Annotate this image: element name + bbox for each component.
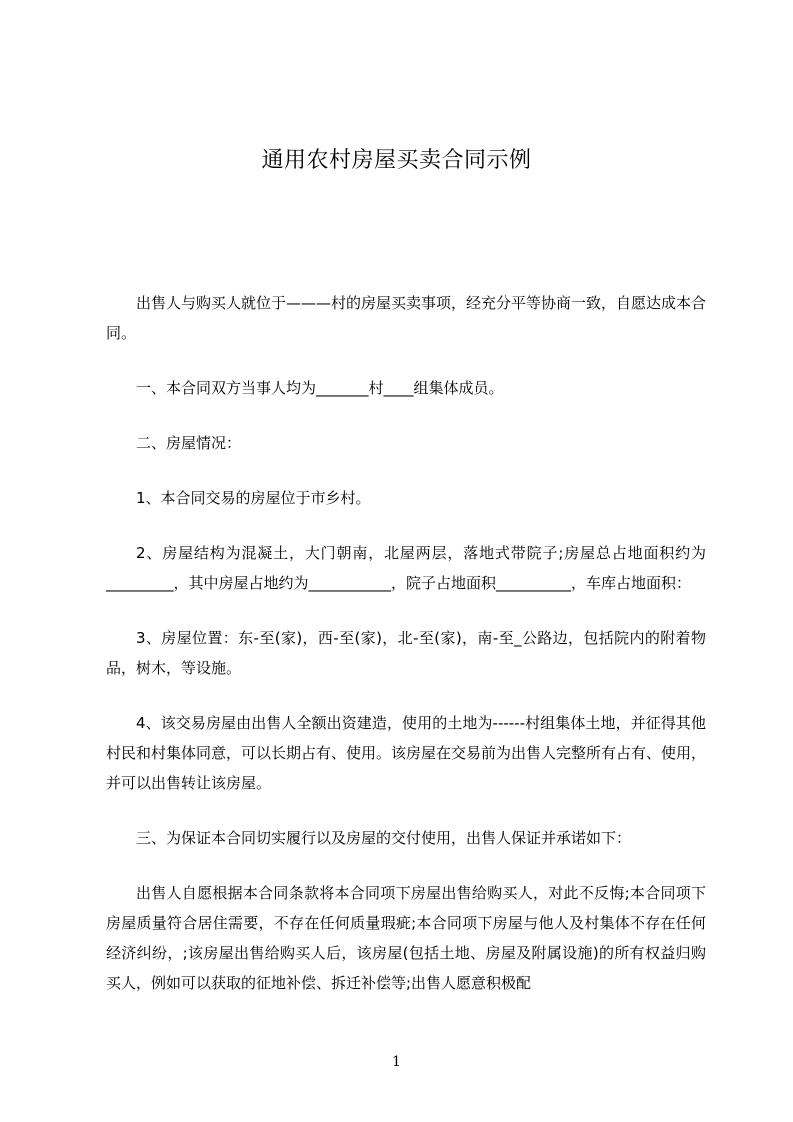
paragraph-clause-3-heading: 三、为保证本合同切实履行以及房屋的交付使用，出售人保证并承诺如下： <box>136 829 632 847</box>
paragraph-house-location: 1、本合同交易的房屋位于市乡村。 <box>136 489 371 507</box>
paragraph-clause-2-heading: 二、房屋情况： <box>136 434 242 452</box>
document-body <box>106 288 706 1023</box>
paragraph-house-ownership: 4、该交易房屋由出售人全额出资建造，使用的土地为------村组集体土地，并征得其他村民和村集体同意，可以长期占有、使用。该房屋在交易前为出售人完整所有占有、使用，并可以出售转让该房屋。 <box>106 714 707 792</box>
paragraph-seller-guarantee: 出售人自愿根据本合同条款将本合同项下房屋出售给购买人，对此不反悔;本合同项下房屋质量符合居住需要，不存在任何质量瑕疵;本合同项下房屋与他人及村集体不存在任何经济纠纷，;该房屋出售给购买人后，该房屋(包括土地、房屋及附属设施)的所有权益归购买人，例如可以获取的征地补偿、拆迁补偿等;出售人愿意积极配 <box>106 884 706 992</box>
paragraph-house-boundaries: 3、房屋位置：东-至(家)，西-至(家)，北-至(家)，南-至_公路边，包括院内的附着物品，树木，等设施。 <box>106 629 706 677</box>
page-number: 1 <box>392 1054 401 1070</box>
paragraph-clause-1: 一、本合同双方当事人均为_______村____组集体成员。 <box>136 379 504 397</box>
paragraph-house-structure: 2、房屋结构为混凝土，大门朝南，北屋两层，落地式带院子;房屋总占地面积约为_________，其中房屋占地约为___________，院子占地面积__________，车库占地面积： <box>106 544 706 592</box>
paragraph-intro: 出售人与购买人就位于———村的房屋买卖事项，经充分平等协商一致，自愿达成本合同。 <box>106 294 707 342</box>
document-title: 通用农村房屋买卖合同示例 <box>261 148 532 173</box>
